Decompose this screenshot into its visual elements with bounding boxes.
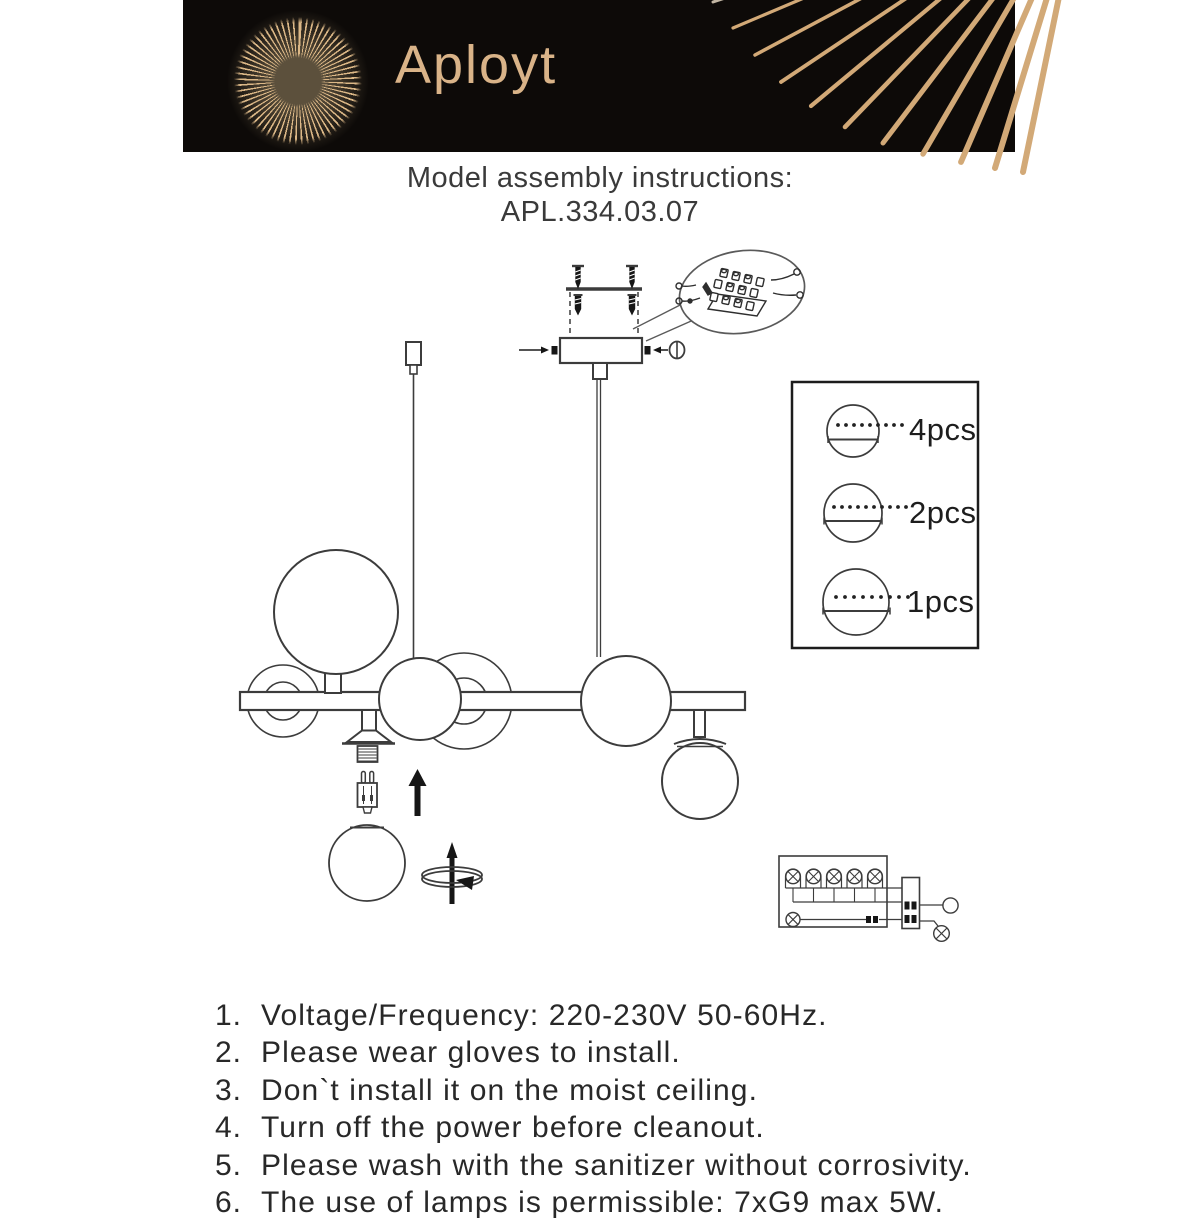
suspension-rod [597,379,601,657]
instruction-item [215,1072,1175,1109]
suspension-wire [406,342,421,658]
instruction-number: 5. [215,1148,243,1182]
screw-rotation-icon [422,842,482,904]
instruction-number: 2. [215,1036,243,1070]
model-number: APL.334.03.07 [500,196,700,228]
glass-globe-large [274,550,398,674]
legend-label-4pcs: 4pcs [909,412,977,447]
instruction-item [215,997,1175,1034]
g9-bulb-icon [358,772,378,814]
legend-label-1pcs: 1pcs [907,584,975,619]
lamp-symbol-icon [786,869,801,888]
lamp-symbol-icon [934,926,950,942]
instruction-item [215,1109,1175,1146]
wall-anchor-icon [574,295,583,316]
instruction-text: Turn off the power before cleanout. [261,1111,765,1145]
glass-globe-right-lower [662,710,738,819]
instruction-text: Please wash with the sanitizer without corrosivity. [261,1148,972,1182]
lamp-symbol-icon [847,869,862,888]
mount-screw-icon [572,266,584,289]
lamp-symbol-icon [827,869,842,888]
mount-screw-icon [626,266,638,289]
decor-rays-icon [183,0,1015,152]
instruction-item [215,1147,1175,1184]
instruction-item [215,1184,1175,1221]
junction-circle-icon [943,898,958,913]
instruction-number: 3. [215,1073,243,1107]
brand-banner [183,0,1015,152]
instruction-text: Voltage/Frequency: 220-230V 50-60Hz. [261,999,828,1032]
assembly-diagram [180,245,1020,965]
title-block [0,161,1200,229]
page-title: Model assembly instructions: [406,162,794,194]
brand-wordmark: Aployt [395,35,558,95]
instruction-text: Please wear gloves to install. [261,1036,681,1070]
assembly-arrow-up-icon [409,769,427,816]
instruction-number: 6. [215,1185,243,1219]
lamp-symbol-icon [806,869,821,888]
legend-label-2pcs: 2pcs [909,495,977,530]
wall-anchor-icon [628,295,637,316]
instruction-text: Don`t install it on the moist ceiling. [261,1073,758,1107]
glass-globe-rod [581,656,671,746]
ceiling-canopy [519,338,685,379]
lamp-symbol-icon [786,913,800,927]
terminal-block-icon [902,878,920,929]
wiring-diagram [779,856,958,941]
glass-globe-exploded [329,825,405,901]
instruction-number: 1. [215,999,243,1032]
instruction-number: 4. [215,1111,243,1145]
instructions-list [215,997,1175,1221]
instruction-item [215,1034,1175,1071]
glass-globe-center [379,658,461,740]
terminal-block-callout [633,242,811,343]
ceiling-mount-diagram [566,266,642,337]
lamp-symbol-icon [868,869,883,888]
instruction-text: The use of lamps is permissible: 7xG9 max 5W. [261,1185,945,1219]
